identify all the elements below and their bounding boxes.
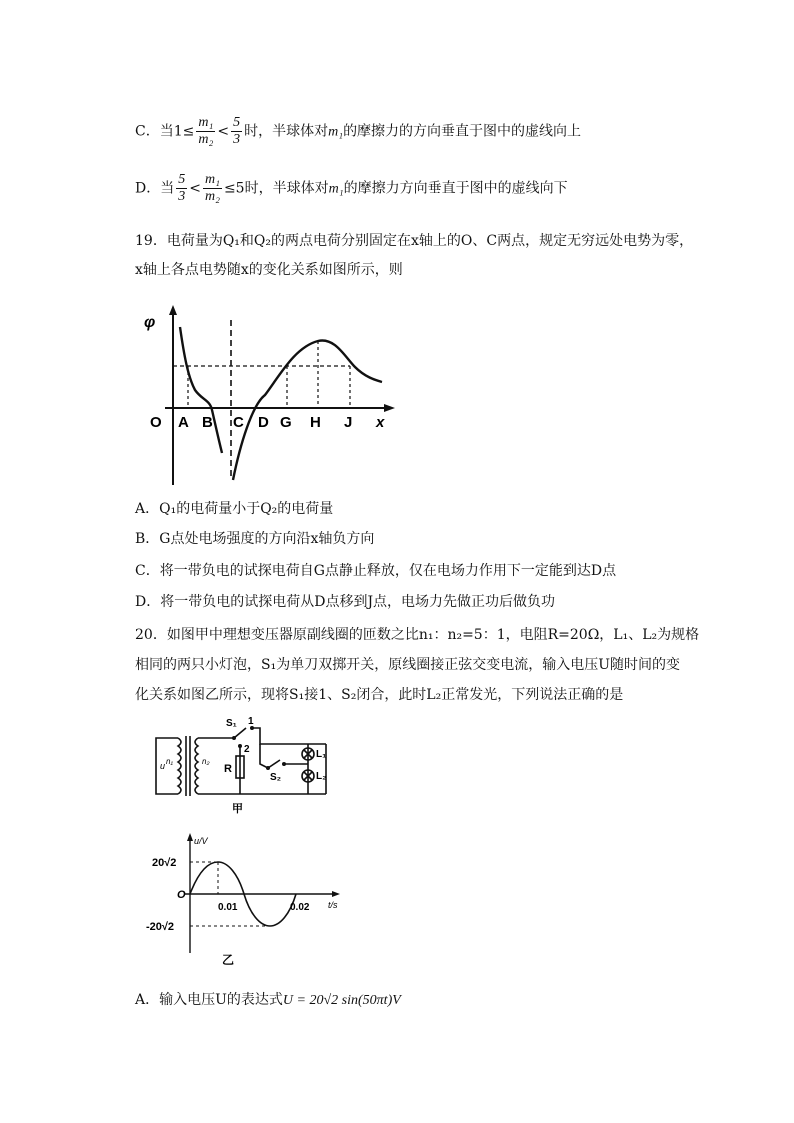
- node-dot: [238, 744, 242, 748]
- q20-line1: 20．如图甲中理想变压器原副线圈的匝数之比n₁：n₂=5：1，电阻R=20Ω，L₁、L₂为规格: [135, 627, 700, 643]
- switch-s2-blade: [268, 760, 280, 768]
- label-s1: S₁: [226, 718, 237, 729]
- label-g: G: [280, 414, 292, 431]
- switch-s1-blade: [234, 728, 246, 738]
- node-dot: [232, 736, 236, 740]
- label-1: 1: [248, 716, 254, 727]
- node-dot: [266, 766, 270, 770]
- option-c-prefix: C．当1≤: [135, 123, 195, 140]
- label-j: J: [344, 414, 353, 431]
- frac-num: m₁: [204, 172, 220, 187]
- q19-option-a: A．Q₁的电荷量小于Q₂的电荷量: [135, 501, 334, 517]
- label-a: A: [178, 414, 189, 431]
- option-d-tail: 的摩擦力方向垂直于图中的虚线向下: [343, 180, 568, 197]
- label-b: B: [202, 414, 213, 431]
- option-c-tail: 的摩擦力的方向垂直于图中的虚线向上: [343, 123, 582, 140]
- y-axis-arrow: [169, 305, 177, 315]
- frac-den: m₂: [204, 189, 220, 204]
- voltage-waveform: [140, 828, 350, 968]
- fraction-m1-m2: [196, 115, 215, 148]
- frac-num: m₁: [198, 115, 214, 130]
- less-than: <: [189, 180, 201, 197]
- option-d-text: ≤5时，半球体对: [223, 180, 329, 197]
- label-u: u: [160, 761, 166, 771]
- q19-option-b: B．G点处电场强度的方向沿x轴负方向: [135, 531, 375, 547]
- label-n1: n₁: [166, 757, 173, 766]
- label-h: H: [310, 414, 321, 431]
- frac-den: 3: [178, 189, 186, 204]
- label-l1: L₁: [316, 749, 327, 760]
- voltage-formula: U = 20√2 sin(50πt)V: [282, 993, 401, 1008]
- u-axis-arrow: [187, 833, 193, 841]
- s2-wire: [260, 744, 268, 768]
- mass-symbol: m₁: [328, 181, 344, 197]
- potential-curve-left: [180, 327, 222, 453]
- less-than: <: [217, 123, 230, 140]
- option-c-text: 时，半球体对: [244, 123, 329, 140]
- label-x: x: [376, 414, 385, 431]
- q20-line2: 相同的两只小灯泡，S₁为单刀双掷开关，原线圈接正弦交变电流，输入电压U随时间的变: [135, 657, 680, 673]
- transformer-circuit: [148, 716, 348, 816]
- q20-line3: 化关系如图乙所示，现将S₁接1、S₂闭合，此时L₂正常发光，下列说法正确的是: [135, 687, 624, 703]
- primary-coil: [178, 738, 181, 794]
- label-s2: S₂: [270, 772, 282, 783]
- q20-option-a-text: A．输入电压U的表达式: [135, 992, 283, 1008]
- x-axis-arrow: [384, 404, 395, 412]
- q20-option-a: [135, 990, 401, 1011]
- node-dot: [282, 762, 286, 766]
- frac-num: 5: [178, 172, 186, 187]
- label-t1: 0.01: [218, 902, 238, 913]
- caption-jia: 甲: [232, 803, 243, 815]
- label-u-v: u/V: [194, 836, 208, 846]
- frac-den: 3: [233, 132, 241, 147]
- label-c: C: [233, 414, 244, 431]
- contact-1-wire: [252, 728, 326, 744]
- caption-yi: 乙: [222, 953, 235, 967]
- label-phi: φ: [144, 314, 156, 331]
- label-origin: O: [177, 889, 186, 901]
- t-axis-arrow: [332, 891, 340, 897]
- q19-line1: 19．电荷量为Q₁和Q₂的两点电荷分别固定在x轴上的O、C两点，规定无穷远处电势为零，: [135, 233, 694, 249]
- label-t-s: t/s: [328, 900, 338, 910]
- label-l2: L₂: [316, 771, 327, 782]
- fraction-m1-m2: [203, 172, 222, 205]
- potential-curve-right: [233, 340, 382, 480]
- label-d: D: [258, 414, 269, 431]
- option-c-line: [135, 115, 581, 148]
- label-bottom: -20√2: [146, 921, 175, 933]
- q19-line2: x轴上各点电势随x的变化关系如图所示，则: [135, 262, 403, 278]
- frac-den: m₂: [198, 132, 214, 147]
- label-2: 2: [244, 744, 250, 755]
- fraction-5-3: [231, 115, 242, 148]
- potential-graph: [140, 305, 400, 495]
- label-n2: n₂: [202, 757, 210, 766]
- secondary-coil: [195, 738, 198, 794]
- option-d-line: [135, 172, 568, 205]
- label-o: O: [150, 414, 162, 431]
- label-top: 20√2: [152, 857, 177, 869]
- label-t2: 0.02: [290, 902, 310, 913]
- q19-option-d: D．将一带负电的试探电荷从D点移到J点，电场力先做正功后做负功: [135, 594, 556, 610]
- fraction-5-3: [176, 172, 187, 205]
- frac-num: 5: [233, 115, 241, 130]
- q19-option-c: C．将一带负电的试探电荷自G点静止释放，仅在电场力作用下一定能到达D点: [135, 563, 617, 579]
- label-r: R: [224, 763, 232, 775]
- mass-symbol: m₁: [328, 124, 344, 140]
- option-d-prefix: D．当: [135, 180, 175, 197]
